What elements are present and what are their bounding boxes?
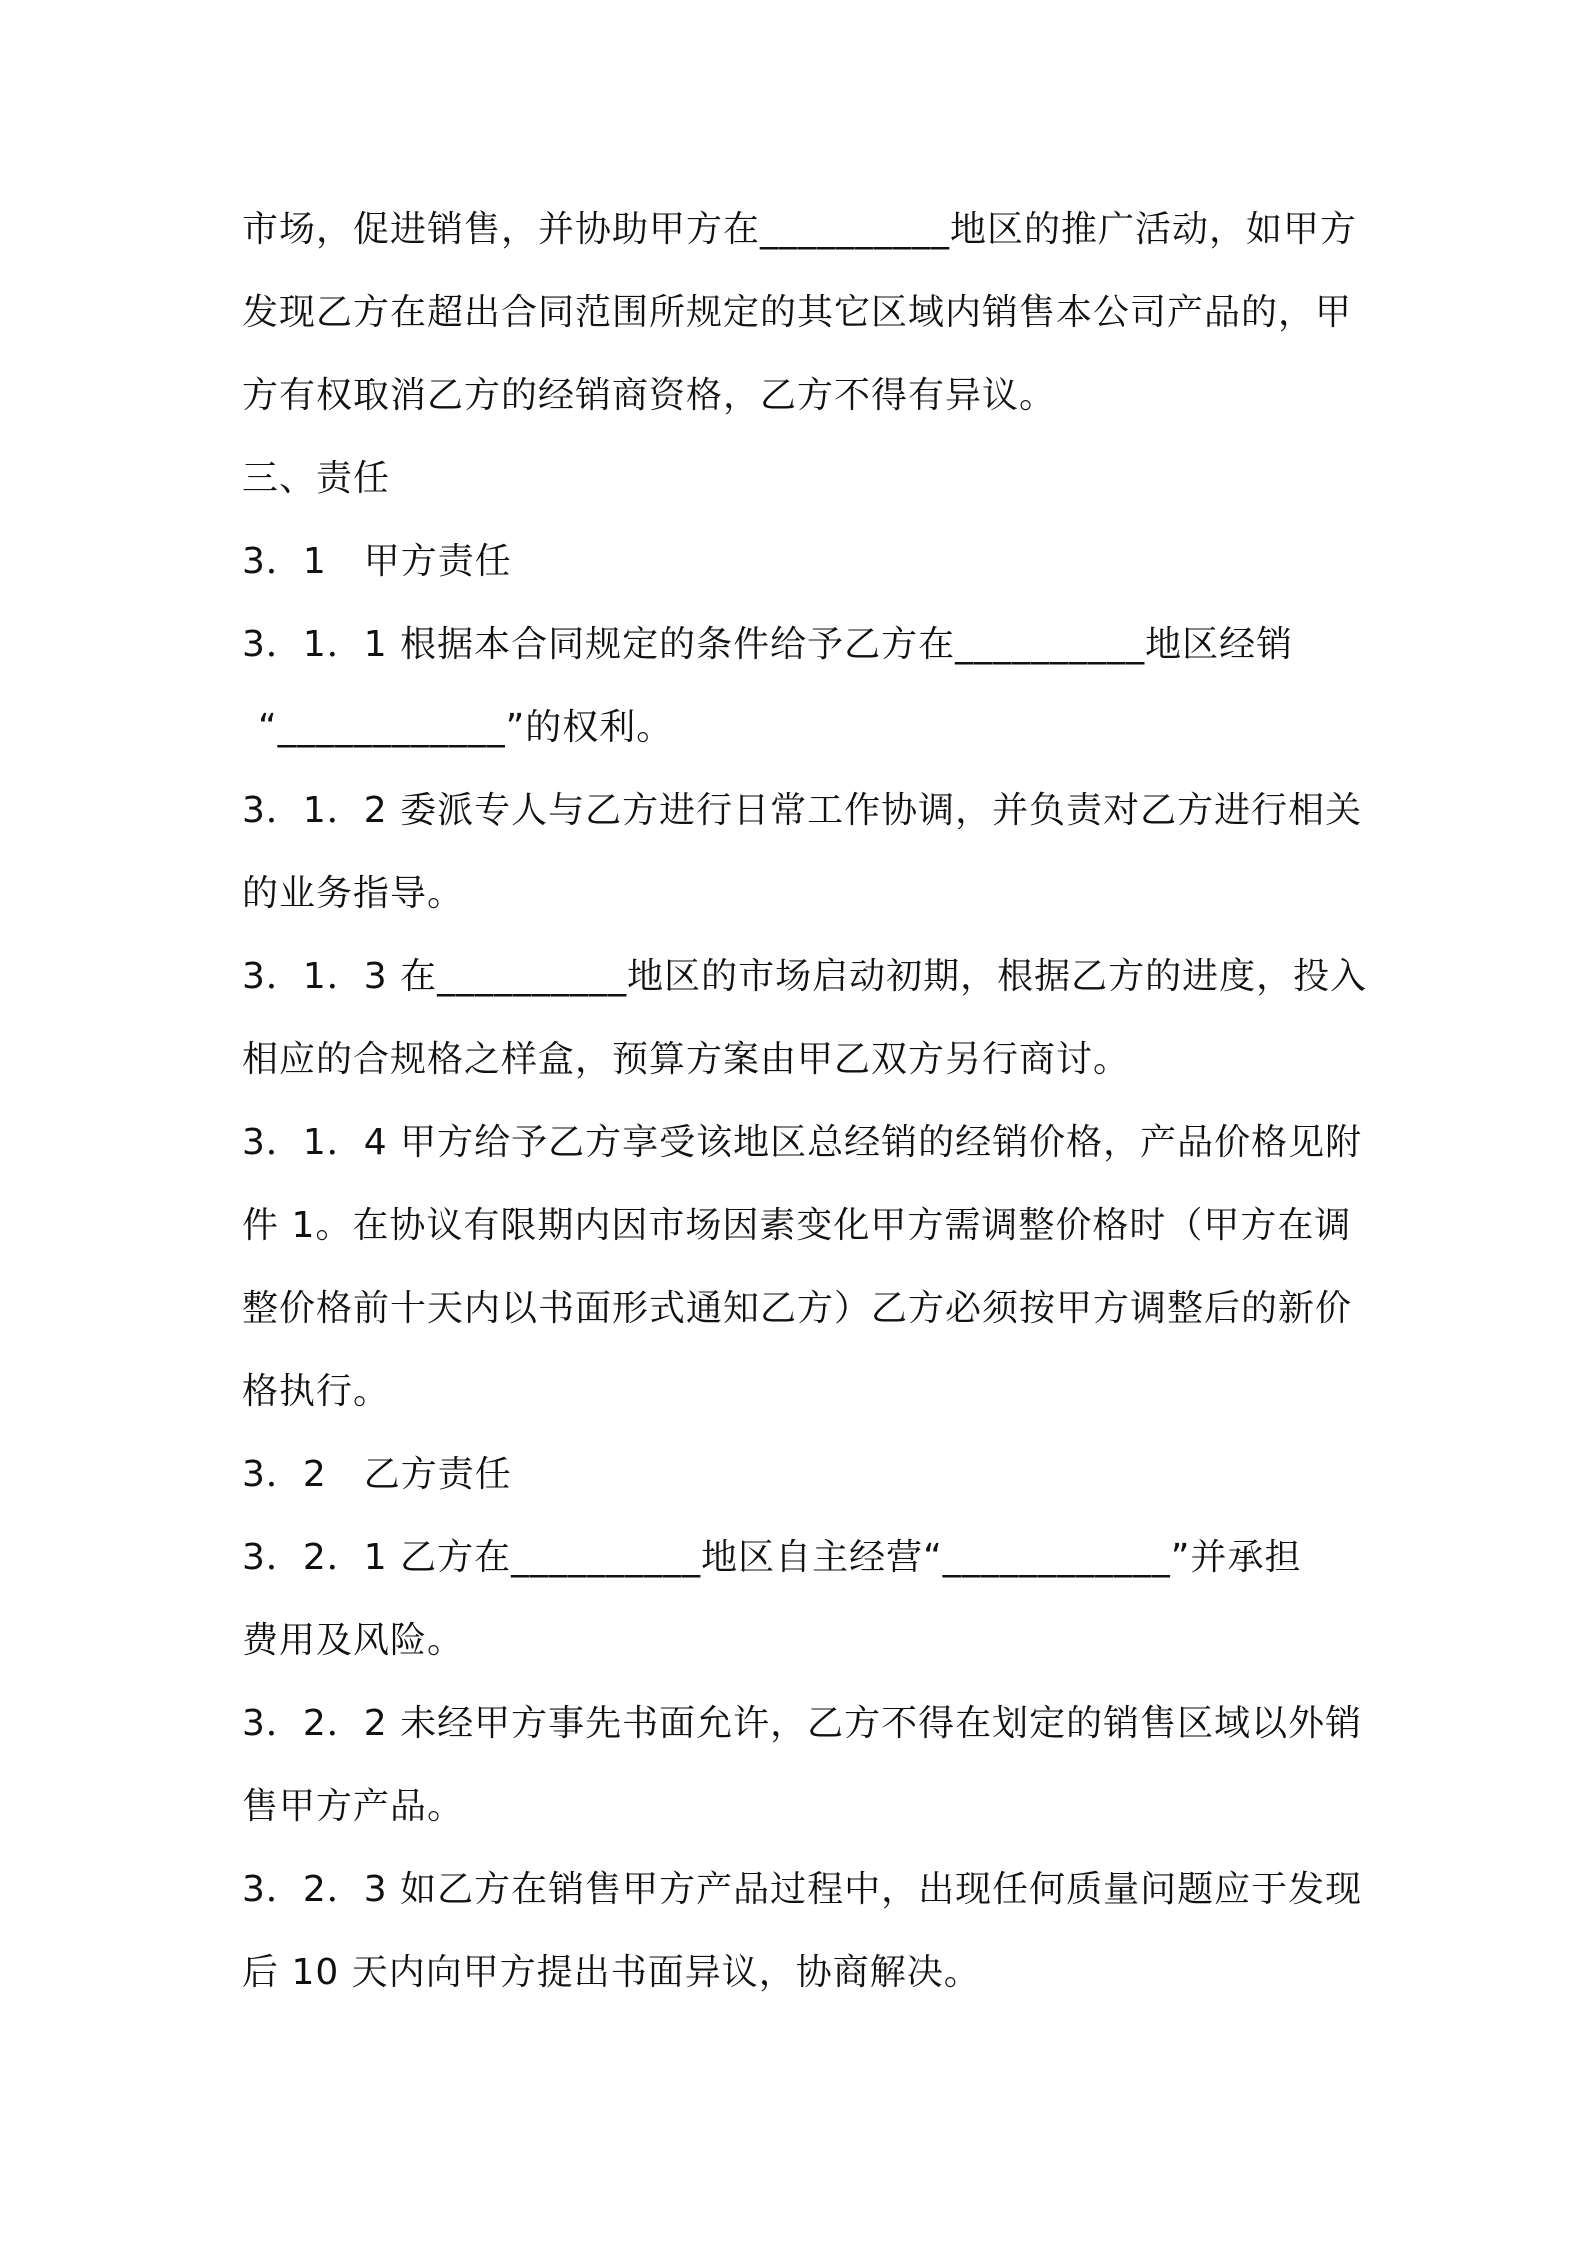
text-line: 方有权取消乙方的经销商资格，乙方不得有异议。 [242,375,1057,416]
text-line: 3．1．2 委派专人与乙方进行日常工作协调，并负责对乙方进行相关 [242,790,1363,831]
text-line: 发现乙方在超出合同范围所规定的其它区域内销售本公司产品的，甲 [242,292,1353,333]
text-line: 售甲方产品。 [242,1786,465,1827]
subsection-heading: 3．2 乙方责任 [242,1454,512,1495]
subsection-heading: 3．1 甲方责任 [242,541,512,582]
text-line: 的业务指导。 [242,873,465,914]
text-line: 3．2．3 如乙方在销售甲方产品过程中，出现任何质量问题应于发现 [242,1869,1363,1910]
section-heading: 三、责任 [242,458,391,499]
text-line: “____________”的权利。 [258,707,674,748]
text-line: 费用及风险。 [242,1620,465,1661]
text-line: 后 10 天内向甲方提出书面异议，协商解决。 [242,1952,981,1993]
text-line: 市场，促进销售，并协助甲方在__________地区的推广活动，如甲方 [242,209,1358,250]
text-line: 3．2．2 未经甲方事先书面允许，乙方不得在划定的销售区域以外销 [242,1703,1363,1744]
text-line: 相应的合规格之样盒，预算方案由甲乙双方另行商讨。 [242,1039,1131,1080]
text-line: 3．1．3 在__________地区的市场启动初期，根据乙方的进度，投入 [242,956,1368,997]
text-line: 件 1。在协议有限期内因市场因素变化甲方需调整价格时（甲方在调 [242,1205,1352,1246]
text-line: 格执行。 [242,1371,391,1412]
text-line: 整价格前十天内以书面形式通知乙方）乙方必须按甲方调整后的新价 [242,1288,1353,1329]
text-line: 3．1．1 根据本合同规定的条件给予乙方在__________地区经销 [242,624,1294,665]
text-line: 3．2．1 乙方在__________地区自主经营“____________”并承担 [242,1537,1302,1578]
text-line: 3．1．4 甲方给予乙方享受该地区总经销的经销价格，产品价格见附 [242,1122,1363,1163]
